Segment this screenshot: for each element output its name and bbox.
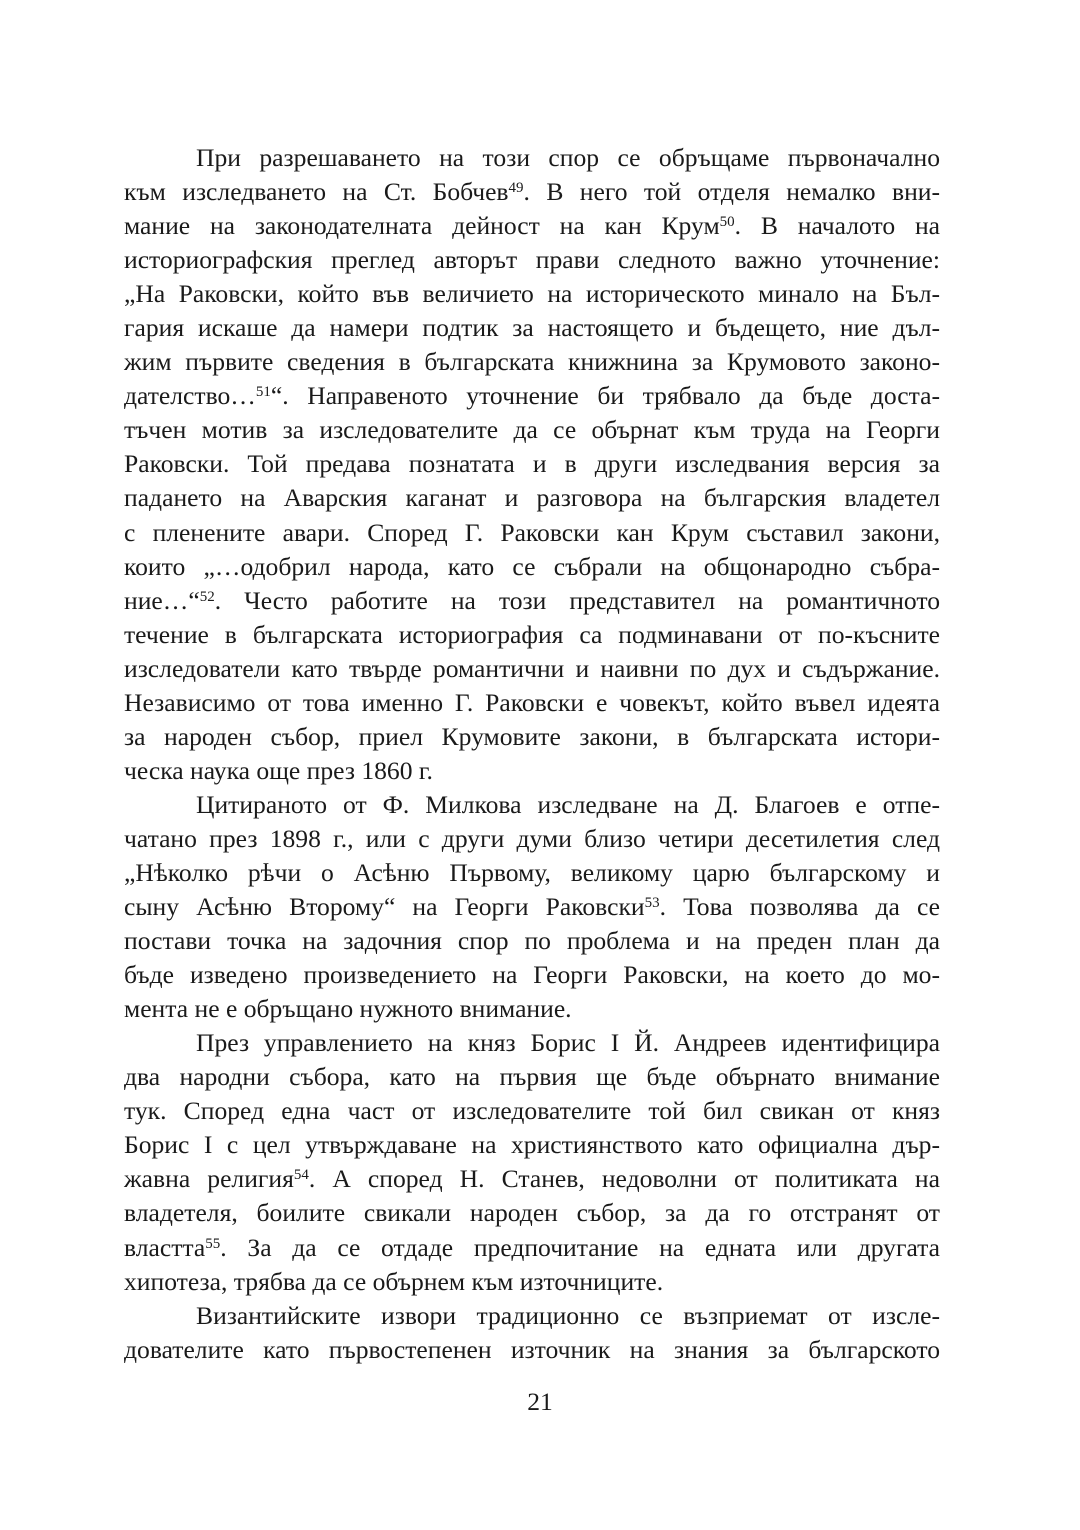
footnote-marker: 55 <box>205 1235 221 1252</box>
text-line <box>124 1333 940 1367</box>
text-segment: които „…одобрил народа, като се събрали на общонародно събра- <box>124 551 940 581</box>
text-segment: „На Раковски, който във величието на историческото минало на Бъл- <box>124 279 940 309</box>
text-segment: течение в българската историография са подминавани от по-късните <box>124 619 940 649</box>
text-line <box>124 686 940 720</box>
footnote-marker: 51 <box>255 384 271 401</box>
text-segment: Византийските извори традиционно се възприемат от изсле- <box>196 1300 940 1330</box>
text-line <box>124 1162 940 1196</box>
text-segment: „Нѣколко рѣчи о Асѣню Първому, великому царю българскому и <box>124 857 940 887</box>
text-segment: сыну Асѣню Второму“ на Георги Раковски <box>124 892 645 922</box>
text-segment: с пленените авари. Според Г. Раковски кан Крум съставил закони, <box>124 517 940 547</box>
text-line <box>124 788 940 822</box>
text-segment: Независимо от това именно Г. Раковски е човекът, който въвел идеята <box>124 687 940 717</box>
footnote-marker: 50 <box>719 213 735 230</box>
text-line <box>124 584 940 618</box>
text-line <box>124 1026 940 1060</box>
text-segment: хипотеза, трябва да се обърнем към източниците. <box>124 1266 664 1296</box>
footnote-marker: 49 <box>508 179 524 196</box>
footnote-marker: 54 <box>293 1167 309 1184</box>
text-segment: два народни събора, като на първия ще бъде обърнато внимание <box>124 1062 940 1092</box>
text-line <box>124 822 940 856</box>
text-segment: Борис I с цел утвърждаване на християнството като официална дър- <box>124 1130 940 1160</box>
text-segment: . В началото на <box>734 211 941 241</box>
text-line <box>124 1299 940 1333</box>
text-line <box>124 379 940 413</box>
text-line <box>124 1094 940 1128</box>
text-line <box>124 311 940 345</box>
text-line <box>124 277 940 311</box>
text-line <box>124 209 940 243</box>
text-segment: “. Направеното уточнение би трябвало да бъде доста- <box>270 381 940 411</box>
text-line <box>124 550 940 584</box>
text-segment: ние…“ <box>124 585 200 615</box>
text-line <box>124 447 940 481</box>
text-segment: . В него той отделя немалко вни- <box>523 177 940 207</box>
text-line <box>124 856 940 890</box>
text-segment: ческа наука още през 1860 г. <box>124 755 433 785</box>
text-line <box>124 890 940 924</box>
text-line <box>124 1231 940 1265</box>
footnote-marker: 52 <box>199 588 215 605</box>
text-segment: . А според Н. Станев, недоволни от политиката на <box>308 1164 940 1194</box>
text-line <box>124 243 940 277</box>
text-segment: бъде изведено произведението на Георги Раковски, на което до мо- <box>124 960 940 990</box>
text-segment: тук. Според една част от изследователите той бил свикан от княз <box>124 1096 940 1126</box>
page-number: 21 <box>527 1387 553 1416</box>
text-segment: жавна религия <box>124 1164 294 1194</box>
text-segment: През управлението на княз Борис I Й. Андреев идентифицира <box>196 1028 940 1058</box>
text-segment: постави точка на задочния спор по проблема и на преден план да <box>124 926 940 956</box>
text-segment: гария искаше да намери подтик за настоящето и бъдещето, ние дъл- <box>124 313 940 343</box>
text-segment: . За да се отдаде предпочитание на едната или другата <box>220 1232 940 1262</box>
text-segment: Цитираното от Ф. Милкова изследване на Д. Благоев е отпе- <box>196 789 940 819</box>
text-segment: падането на Аварския каганат и разговора на българския владетел <box>124 483 940 513</box>
text-line <box>124 481 940 515</box>
text-line <box>124 720 940 754</box>
text-segment: изследователи като твърде романтични и наивни по дух и съдържание. <box>124 653 940 683</box>
text-line <box>124 345 940 379</box>
text-segment: за народен събор, приел Крумовите закони, в българската истори- <box>124 721 940 751</box>
text-segment: дателство… <box>124 381 256 411</box>
text-line <box>124 1060 940 1094</box>
text-line <box>124 1128 940 1162</box>
text-segment: владетеля, боилите свикали народен събор, за да го отстранят от <box>124 1198 940 1228</box>
text-line <box>124 958 940 992</box>
text-line <box>124 516 940 550</box>
text-segment: Раковски. Той предава познатата и в други изследвания версия за <box>124 449 940 479</box>
text-line <box>124 652 940 686</box>
text-line <box>124 924 940 958</box>
text-segment: мание на законодателната дейност на кан Крум <box>124 211 720 241</box>
body-text <box>124 141 940 1367</box>
text-segment: При разрешаването на този спор се обръщаме първоначално <box>196 143 940 172</box>
text-segment: към изследването на Ст. Бобчев <box>124 177 509 207</box>
footnote-marker: 53 <box>644 894 660 911</box>
text-segment: мента не е обръщано нужното внимание. <box>124 994 572 1024</box>
text-line <box>124 754 940 788</box>
text-segment: жим първите сведения в българската книжнина за Крумовото законо- <box>124 347 940 377</box>
text-segment: . Това позволява да се <box>659 892 940 922</box>
text-segment: . Често работите на този представител на романтичното <box>214 585 940 615</box>
text-line <box>124 992 940 1026</box>
text-segment: властта <box>124 1232 206 1262</box>
text-line <box>124 1265 940 1299</box>
text-line <box>124 618 940 652</box>
text-segment: чатано през 1898 г., или с други думи близо четири десетилетия след <box>124 823 940 853</box>
text-line <box>124 175 940 209</box>
text-line <box>124 413 940 447</box>
text-segment: дователите като първостепенен източник на знания за българското <box>124 1334 940 1364</box>
text-segment: тъчен мотив за изследователите да се обърнат към труда на Георги <box>124 415 940 445</box>
text-line <box>124 1196 940 1230</box>
text-segment: историографския преглед авторът прави следното важно уточнение: <box>124 245 940 275</box>
text-line <box>124 141 940 175</box>
